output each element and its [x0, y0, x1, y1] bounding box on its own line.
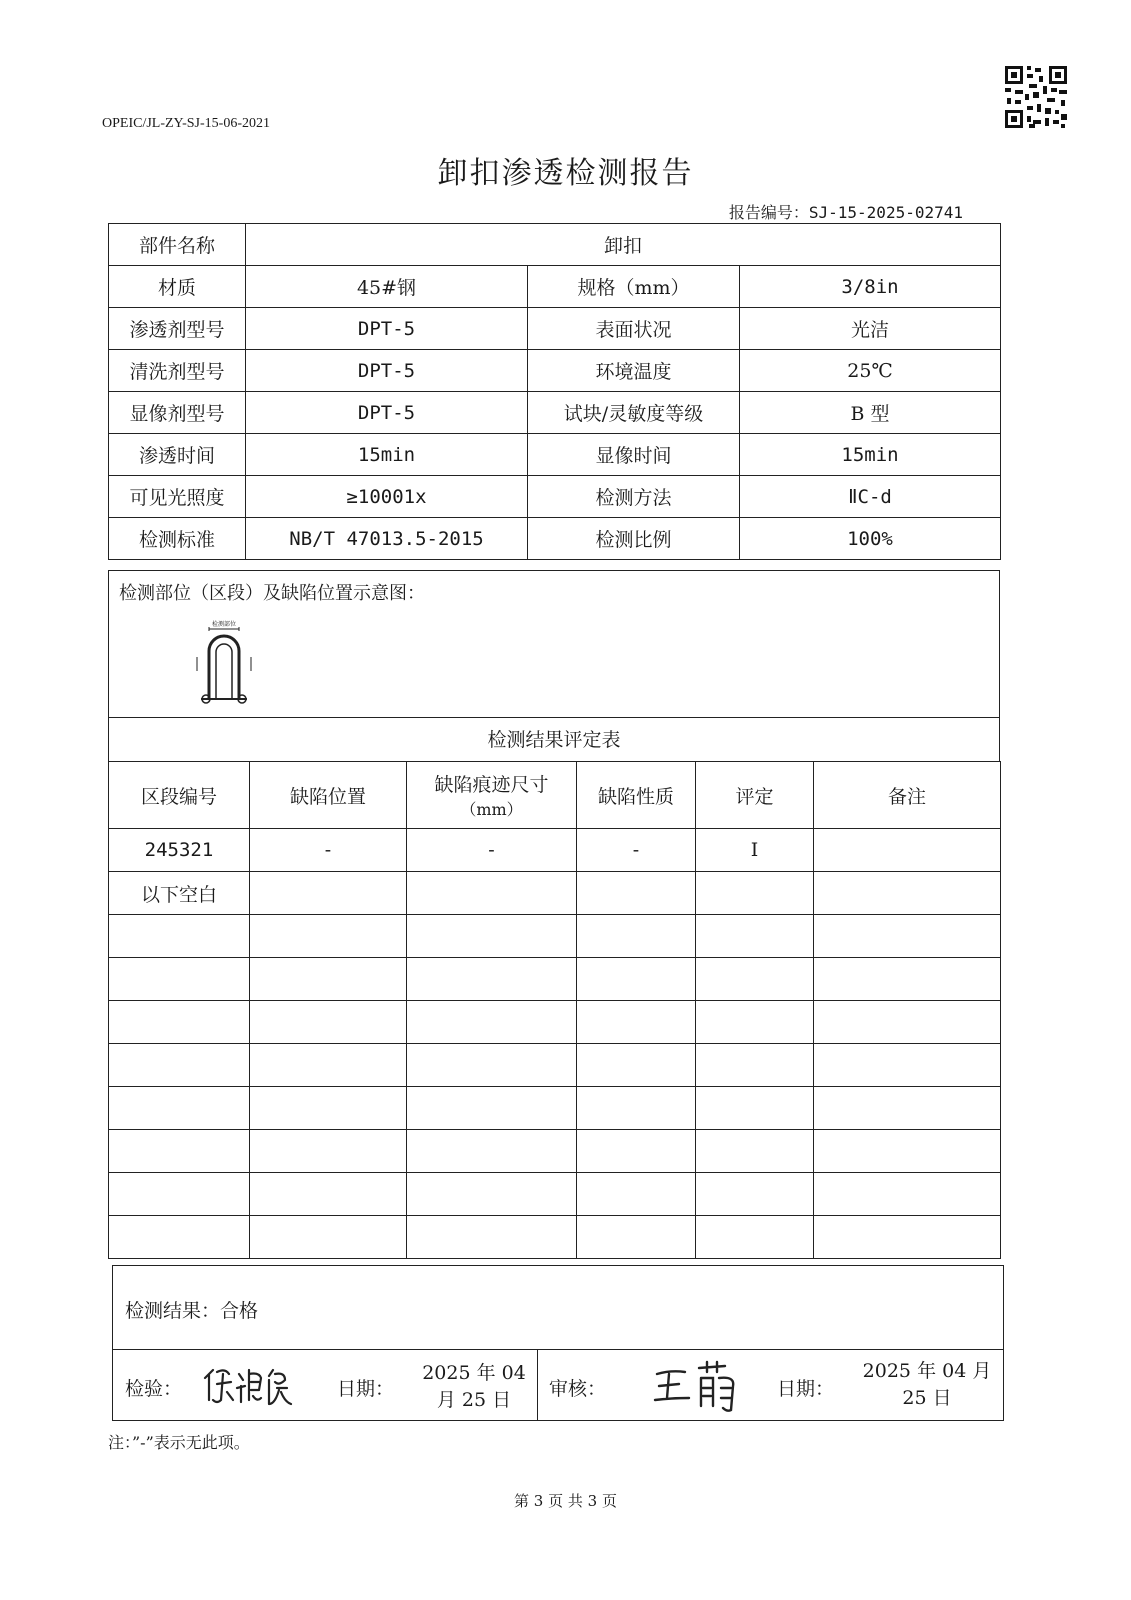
table-row	[109, 1001, 1001, 1044]
table-cell	[814, 1001, 1001, 1044]
info-value: 45#钢	[246, 266, 528, 308]
table-cell	[814, 829, 1001, 872]
info-value: 光洁	[740, 308, 1001, 350]
table-cell	[407, 872, 577, 915]
table-cell	[250, 1044, 407, 1087]
header-line: 缺陷痕迹尺寸	[434, 774, 549, 796]
table-cell: 以下空白	[109, 872, 250, 915]
table-cell	[577, 1087, 696, 1130]
date-line: 2025 年 04 月	[862, 1360, 992, 1382]
header-cell	[407, 762, 577, 829]
table-row	[109, 1087, 1001, 1130]
info-row	[109, 476, 1001, 518]
result-label: 检测结果：	[125, 1300, 221, 1322]
info-label: 检测标准	[109, 518, 246, 560]
info-label: 可见光照度	[109, 476, 246, 518]
report-number-label: 报告编号：	[728, 203, 809, 222]
table-cell	[407, 958, 577, 1001]
table-cell	[577, 915, 696, 958]
table-cell	[814, 1173, 1001, 1216]
info-row	[109, 224, 1001, 266]
inspect-label: 检验：	[125, 1378, 183, 1400]
date-line: 2025 年 04	[422, 1362, 526, 1384]
result-text	[125, 1296, 258, 1323]
info-value: DPT-5	[246, 392, 528, 434]
table-cell	[814, 1130, 1001, 1173]
table-cell	[407, 1173, 577, 1216]
report-number	[729, 200, 963, 223]
review-date	[857, 1356, 997, 1410]
document-code: OPEIC/JL-ZY-SJ-15-06-2021	[102, 116, 270, 131]
date-line: 月 25 日	[436, 1389, 512, 1411]
info-label: 渗透剂型号	[109, 308, 246, 350]
table-row	[109, 1044, 1001, 1087]
table-cell	[250, 1173, 407, 1216]
table-cell	[577, 1173, 696, 1216]
table-cell: -	[407, 829, 577, 872]
info-label: 显像时间	[528, 434, 740, 476]
table-cell	[696, 1216, 814, 1259]
table-cell	[577, 872, 696, 915]
table-cell	[696, 1173, 814, 1216]
table-cell: -	[577, 829, 696, 872]
page-number: 第 3 页 共 3 页	[514, 1492, 617, 1510]
info-value: DPT-5	[246, 308, 528, 350]
table-cell	[814, 1044, 1001, 1087]
table-cell	[577, 1044, 696, 1087]
table-cell	[696, 1130, 814, 1173]
table-cell	[814, 872, 1001, 915]
table-cell	[814, 915, 1001, 958]
info-label: 表面状况	[528, 308, 740, 350]
table-cell	[814, 958, 1001, 1001]
date-label: 日期：	[337, 1378, 395, 1400]
result-value: 合格	[220, 1300, 259, 1322]
table-cell	[696, 958, 814, 1001]
table-cell	[407, 1216, 577, 1259]
table-cell: -	[250, 829, 407, 872]
diagram-section	[108, 570, 1000, 718]
info-label: 试块/灵敏度等级	[528, 392, 740, 434]
info-label: 部件名称	[109, 224, 246, 266]
diagram-label: 检测部位（区段）及缺陷位置示意图：	[119, 583, 425, 604]
info-label: 渗透时间	[109, 434, 246, 476]
table-cell	[577, 958, 696, 1001]
table-cell	[250, 872, 407, 915]
info-row	[109, 434, 1001, 476]
info-value: NB/T 47013.5-2015	[246, 518, 528, 560]
table-cell	[577, 1130, 696, 1173]
table-cell	[250, 1216, 407, 1259]
info-value: B 型	[740, 392, 1001, 434]
info-value: 3/8in	[740, 266, 1001, 308]
table-cell	[407, 915, 577, 958]
table-row	[109, 829, 1001, 872]
table-cell	[109, 915, 250, 958]
table-cell	[696, 1044, 814, 1087]
qr-code-icon	[1003, 64, 1069, 130]
table-cell	[696, 915, 814, 958]
header-cell: 缺陷位置	[250, 762, 407, 829]
info-value: 100%	[740, 518, 1001, 560]
signature-section	[112, 1349, 1004, 1421]
info-label: 环境温度	[528, 350, 740, 392]
info-row	[109, 308, 1001, 350]
info-value: DPT-5	[246, 350, 528, 392]
table-cell	[250, 958, 407, 1001]
info-row	[109, 350, 1001, 392]
info-label: 材质	[109, 266, 246, 308]
eval-table-header	[109, 762, 1001, 829]
table-cell	[109, 1001, 250, 1044]
table-cell	[109, 1087, 250, 1130]
table-cell	[696, 1001, 814, 1044]
review-label: 审核：	[549, 1378, 607, 1400]
table-row	[109, 958, 1001, 1001]
header-cell: 区段编号	[109, 762, 250, 829]
table-row	[109, 872, 1001, 915]
table-cell	[109, 958, 250, 1001]
table-cell	[814, 1216, 1001, 1259]
info-value: 15min	[246, 434, 528, 476]
header-cell: 缺陷性质	[577, 762, 696, 829]
table-cell	[109, 1044, 250, 1087]
result-section	[112, 1265, 1004, 1350]
info-value: ⅡC-d	[740, 476, 1001, 518]
table-cell	[696, 872, 814, 915]
table-cell	[407, 1001, 577, 1044]
reviewer-signature	[651, 1358, 741, 1414]
info-label: 规格（mm）	[528, 266, 740, 308]
eval-table-title: 检测结果评定表	[108, 717, 1000, 762]
report-number-value: SJ-15-2025-02741	[808, 203, 963, 222]
signature-divider	[537, 1350, 538, 1420]
header-cell: 备注	[814, 762, 1001, 829]
info-row	[109, 518, 1001, 560]
table-cell	[407, 1130, 577, 1173]
footnote: 注：”-”表示无此项。	[108, 1433, 250, 1452]
info-value: 15min	[740, 434, 1001, 476]
inspector-signature	[199, 1360, 294, 1410]
table-row	[109, 1173, 1001, 1216]
inspect-date	[419, 1358, 529, 1412]
table-row	[109, 1216, 1001, 1259]
info-value: ≥10001x	[246, 476, 528, 518]
info-label: 检测方法	[528, 476, 740, 518]
table-cell	[250, 1087, 407, 1130]
info-value: 25℃	[740, 350, 1001, 392]
info-row	[109, 392, 1001, 434]
report-title: 卸扣渗透检测报告	[437, 156, 694, 191]
table-cell	[577, 1216, 696, 1259]
info-value: 卸扣	[246, 224, 1001, 266]
table-cell	[109, 1216, 250, 1259]
table-row	[109, 915, 1001, 958]
eval-table	[108, 761, 1001, 1259]
info-label: 显像剂型号	[109, 392, 246, 434]
table-cell	[250, 1001, 407, 1044]
table-cell	[407, 1044, 577, 1087]
info-table	[108, 223, 1001, 560]
table-cell	[696, 1087, 814, 1130]
table-cell: 245321	[109, 829, 250, 872]
table-cell	[407, 1087, 577, 1130]
shackle-diagram	[189, 619, 259, 714]
table-row	[109, 1130, 1001, 1173]
table-cell	[577, 1001, 696, 1044]
header-line: （mm）	[460, 800, 523, 819]
header-cell: 评定	[696, 762, 814, 829]
table-cell	[250, 1130, 407, 1173]
table-cell	[109, 1130, 250, 1173]
info-label: 检测比例	[528, 518, 740, 560]
info-label: 清洗剂型号	[109, 350, 246, 392]
table-cell	[250, 915, 407, 958]
info-row	[109, 266, 1001, 308]
diagram-inner-label: 检测部位	[211, 621, 237, 628]
table-cell	[109, 1173, 250, 1216]
date-line: 25 日	[902, 1387, 952, 1409]
date-label: 日期：	[777, 1378, 835, 1400]
table-cell: Ⅰ	[696, 829, 814, 872]
table-cell	[814, 1087, 1001, 1130]
